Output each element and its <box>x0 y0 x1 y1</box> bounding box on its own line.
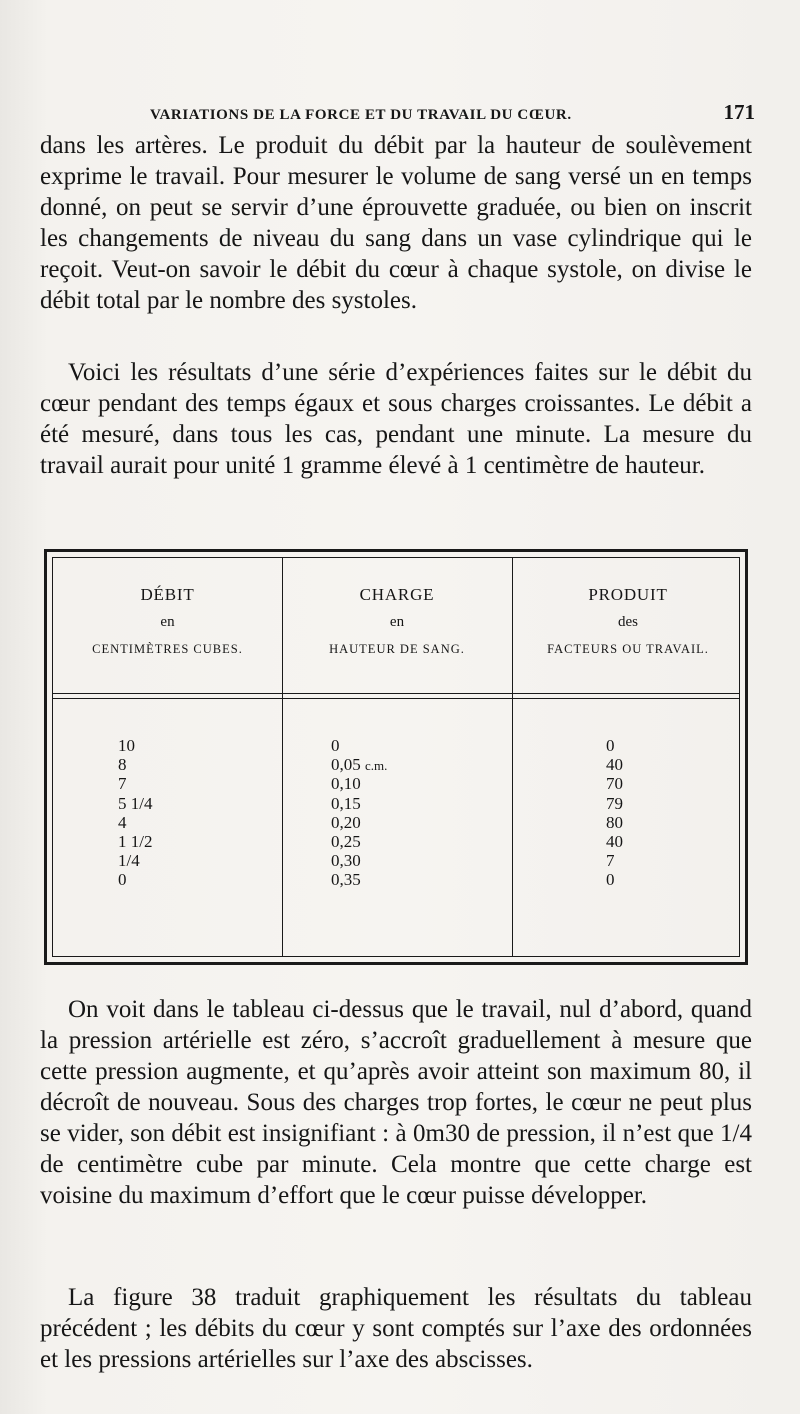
column-detail: FACTEURS OU TRAVAIL. <box>547 642 709 656</box>
table-cell: 0,10 <box>331 774 361 794</box>
debit-values <box>118 736 152 890</box>
table-cell: 0 <box>606 736 615 755</box>
table-cell: 0 <box>118 870 127 890</box>
table-cell: 5 1/4 <box>118 793 153 813</box>
table-cell: 0,05 <box>331 755 361 775</box>
table-cell: 0 <box>606 870 615 890</box>
table-cell: 80 <box>606 812 623 832</box>
column-header-produit <box>512 558 744 658</box>
unit-label: c.m. <box>365 758 388 774</box>
table-cell: 70 <box>606 774 623 794</box>
column-detail: CENTIMÈTRES CUBES. <box>92 642 243 656</box>
table-cell: 7 <box>606 851 615 871</box>
table-cell: 40 <box>606 755 623 775</box>
table-cell: 1 1/2 <box>118 831 153 851</box>
produit-values <box>606 736 623 890</box>
table-cell: 4 <box>118 812 127 832</box>
paragraph-2: Voici les résultats d’une série d’expériences faites sur le débit du cœur pendant des temps égaux et sous charges croissantes. Le débit a été mesuré, dans tous les cas, pendant une minute. La mesure du travail aurait pour unité 1 gramme élevé à 1 centimètre de hauteur. <box>40 359 752 479</box>
column-subtitle: en <box>160 614 175 630</box>
table-cell: 0,35 <box>331 870 361 890</box>
charge-values <box>331 736 387 890</box>
table-cell: 7 <box>118 774 127 794</box>
table-cell: 40 <box>606 831 623 851</box>
table-cell: 0,15 <box>331 793 361 813</box>
table-cell-with-unit <box>331 755 387 774</box>
table-cell: 0,25 <box>331 831 361 851</box>
column-header-debit <box>53 558 282 658</box>
table-cell: 79 <box>606 793 623 813</box>
paragraph-4: La figure 38 traduit graphiquement les résultats du tableau précédent ; les débits du cœur y sont comptés sur l’axe des ordonnées et les pressions artérielles sur l’axe des abscisses. <box>40 1284 752 1373</box>
table-cell: 8 <box>118 755 127 775</box>
table-cell: 0,20 <box>331 812 361 832</box>
results-table <box>44 549 748 965</box>
table-cell: 10 <box>118 736 135 755</box>
table-inner-border <box>52 557 740 957</box>
column-subtitle: en <box>389 614 405 630</box>
column-title: PRODUIT <box>588 585 668 604</box>
column-title: CHARGE <box>359 585 435 604</box>
running-title: VARIATIONS DE LA FORCE ET DU TRAVAIL DU CŒUR. <box>150 107 572 123</box>
column-title: DÉBIT <box>140 585 195 604</box>
paragraph-1: dans les artères. Le produit du débit par la hauteur de soulèvement exprime le travail. Pour mesurer le volume de sang versé un en temps donné, on peut se servir d’une éprouvette graduée, ou bien on inscrit les changements de niveau du sang dans un vase cylindrique qui le reçoit. Veut-on savoir le débit du cœur à chaque systole, on divise le débit total par le nombre des systoles. <box>40 132 752 314</box>
table-cell: 0 <box>331 736 340 755</box>
page-number: 171 <box>723 100 755 124</box>
header-rule <box>53 698 739 699</box>
table-cell: 0,30 <box>331 851 361 871</box>
column-subtitle: des <box>618 614 638 630</box>
page-header <box>150 100 755 126</box>
header-rule <box>53 693 739 694</box>
paragraph-3: On voit dans le tableau ci-dessus que le travail, nul d’abord, quand la pression artérielle est zéro, s’accroît graduellement à mesure que cette pression augmente, et qu’après avoir atteint son maximum 80, il décroît de nouveau. Sous des charges trop fortes, le cœur ne peut plus se vider, son débit est insignifiant : à 0m30 de pression, il n’est que 1/4 de centimètre cube par minute. Cela montre que cette charge est voisine du maximum d’effort que le cœur puisse développer. <box>40 996 752 1209</box>
column-header-charge <box>282 558 512 658</box>
column-detail: HAUTEUR DE SANG. <box>329 642 465 656</box>
table-cell: 1/4 <box>118 851 140 871</box>
